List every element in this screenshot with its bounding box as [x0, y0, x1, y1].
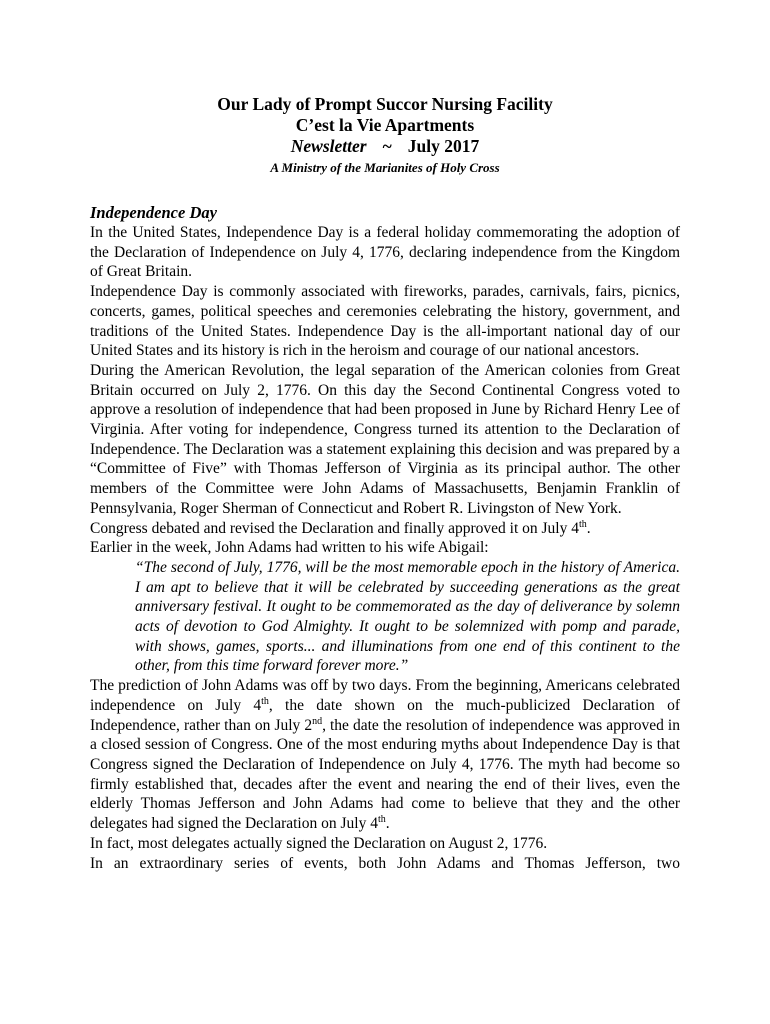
paragraph-6-part-a: The prediction of John Adams was off by two days. From the beginning, Americans celebrated independence on July 4 [90, 677, 680, 714]
paragraph-4-end: . [586, 519, 591, 537]
ordinal-suffix: nd [312, 715, 323, 727]
ordinal-suffix: th [578, 518, 587, 530]
paragraph-3: During the American Revolution, the legal separation of the American colonies from Great Britain occurred on July 2, 1776. On this day the Second Continental Congress voted to approve a resolution of independence that had been proposed in June by Richard Henry Lee of Virginia. After voting for independence, Congress turned its attention to the Declaration of Independence. The Declaration was a statement explaining this decision and was prepared by a “Committee of Five” with Thomas Jefferson of Virginia as its principal author. The other members of the Committee were John Adams of Massachusetts, Benjamin Franklin of Pennsylvania, Roger Sherman of Connecticut and Robert R. Livingston of New York. [90, 361, 680, 517]
ordinal-suffix: th [261, 695, 269, 707]
newsletter-header [0, 94, 770, 176]
ordinal-suffix: th [377, 814, 386, 826]
paragraph-2: Independence Day is commonly associated with fireworks, parades, carnivals, fairs, picnics, concerts, games, political speeches and ceremonies celebrating the history, government, and traditions of the United States. Independence Day is the all-important national day of our United States and its history is rich in the heroism and courage of our national ancestors. [90, 283, 680, 360]
paragraph-6 [90, 676, 680, 834]
apartments-name: C’est la Vie Apartments [295, 115, 475, 135]
section-title: Independence Day [90, 203, 217, 222]
paragraph-6-part-c: , the date the resolution of independence was approved in a closed session of Congress. One of the most enduring myths about Independence Day is that Congress signed the Declaration of Independence on July 4, 1776. The myth had become so firmly established that, decades after the event and nearing the end of their lives, even the elderly Thomas Jefferson and John Adams had come to believe that they and the other delegates had signed the Declaration on July 4 [90, 716, 680, 833]
paragraph-6-part-b: , the date shown on the much-publicized Declaration of Independence, rather than on July 2 [90, 696, 680, 734]
paragraph-1: In the United States, Independence Day is a federal holiday commemorating the adoption of the Declaration of Independence on July 4, 1776, declaring independence from the Kingdom of Great Britain. [90, 224, 680, 281]
paragraph-7: In fact, most delegates actually signed the Declaration on August 2, 1776. [90, 834, 548, 852]
newsletter-issue-line [0, 136, 770, 157]
article-body [90, 202, 680, 873]
facility-name: Our Lady of Prompt Succor Nursing Facility [217, 94, 553, 114]
paragraph-5: Earlier in the week, John Adams had written to his wife Abigail: [90, 539, 489, 557]
issue-date: July 2017 [407, 136, 480, 156]
paragraph-6-part-d: . [385, 815, 390, 833]
tilde-separator: ~ [382, 136, 392, 156]
paragraph-8: In an extraordinary series of events, both John Adams and Thomas Jefferson, two [90, 854, 680, 872]
paragraph-4-text: Congress debated and revised the Declaration and finally approved it on July 4 [90, 519, 579, 537]
ministry-subtitle: A Ministry of the Marianites of Holy Cross [270, 160, 500, 175]
paragraph-4 [90, 519, 680, 539]
adams-quote: “The second of July, 1776, will be the most memorable epoch in the history of America. I am apt to believe that it will be celebrated by succeeding generations as the great anniversary festival. It ought to be commemorated as the day of deliverance by solemn acts of devotion to God Almighty. It ought to be solemnized with pomp and parade, with shows, games, sports... and illuminations from one end of this continent to the other, from this time forward forever more.” [135, 558, 680, 675]
newsletter-label: Newsletter [290, 136, 367, 156]
